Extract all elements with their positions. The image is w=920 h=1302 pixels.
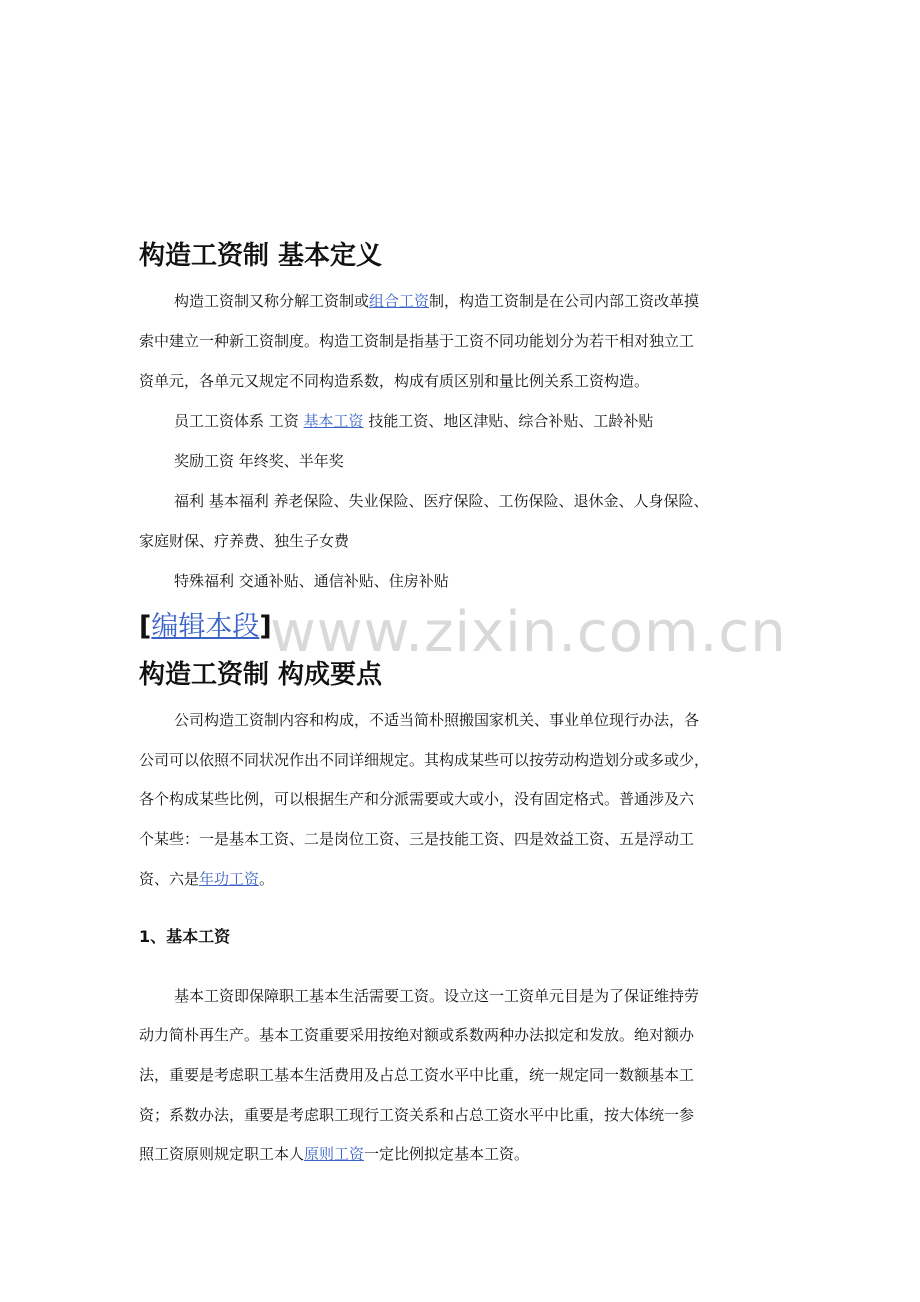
paragraph-line — [174, 411, 653, 431]
paragraph-line: 基本工资即保障职工基本生活需要工资。设立这一工资单元目是为了保证维持劳 — [174, 987, 700, 1005]
text-span: 资、六是 — [139, 870, 200, 888]
text-span: 员工工资体系 工资 — [174, 412, 304, 430]
bracket-close: ] — [259, 611, 272, 642]
paragraph-line — [174, 291, 699, 311]
paragraph-line: 福利 基本福利 养老保险、失业保险、医疗保险、工伤保险、退休金、人身保险、 — [174, 492, 709, 510]
paragraph-line: 资单元，各单元又规定不同构造系数，构成有质区别和量比例关系工资构造。 — [139, 372, 650, 390]
paragraph-line: 各个构成某些比例，可以根据生产和分派需要或大或小，没有固定格式。普通涉及六 — [139, 790, 695, 808]
text-span: 照工资原则规定职工本人 — [139, 1145, 305, 1163]
paragraph-line: 索中建立一种新工资制度。构造工资制是指基于工资不同功能划分为若干相对独立工 — [139, 332, 695, 350]
paragraph-line: 个某些：一是基本工资、二是岗位工资、三是技能工资、四是效益工资、五是浮动工 — [139, 830, 695, 848]
paragraph-line: 公司构造工资制内容和构成，不适当简朴照搬国家机关、事业单位现行办法，各 — [174, 711, 700, 729]
link-basic-wage[interactable]: 基本工资 — [303, 412, 364, 430]
text-span: 一定比例拟定基本工资。 — [364, 1145, 530, 1163]
text-span: 构造工资制又称分解工资制或 — [174, 292, 370, 310]
paragraph-line: 法，重要是考虑职工基本生活费用及占总工资水平中比重，统一规定同一数额基本工 — [139, 1066, 695, 1084]
subsection-heading-basic-wage: 1、基本工资 — [139, 927, 231, 946]
edit-section-link[interactable]: 编辑本段 — [151, 611, 260, 642]
section-heading-composition: 构造工资制 构成要点 — [139, 660, 383, 690]
paragraph-line: 特殊福利 交通补贴、通信补贴、住房补贴 — [174, 572, 449, 590]
link-seniority-wage[interactable]: 年功工资 — [199, 870, 260, 888]
paragraph-line — [139, 869, 274, 889]
link-standard-wage[interactable]: 原则工资 — [304, 1145, 365, 1163]
paragraph-line: 资；系数办法，重要是考虑职工现行工资关系和占总工资水平中比重，按大体统一参 — [139, 1106, 695, 1124]
text-span: 技能工资、地区津贴、综合补贴、工龄补贴 — [363, 412, 654, 430]
paragraph-line: 奖励工资 年终奖、半年奖 — [174, 452, 344, 470]
text-span: 。 — [259, 870, 275, 888]
paragraph-line: 动力简朴再生产。基本工资重要采用按绝对额或系数两种办法拟定和发放。绝对额办 — [139, 1026, 695, 1044]
text-span: 制，构造工资制是在公司内部工资改革摸 — [429, 292, 700, 310]
section-heading-definition: 构造工资制 基本定义 — [139, 241, 383, 271]
link-combined-wage[interactable]: 组合工资 — [369, 292, 430, 310]
watermark: www.zixin.com.cn — [270, 600, 787, 665]
edit-section — [139, 610, 272, 644]
paragraph-line — [139, 1144, 529, 1164]
paragraph-line: 公司可以依照不同状况作出不同详细规定。其构成某些可以按劳动构造划分或多或少， — [139, 751, 710, 769]
bracket-open: [ — [139, 611, 152, 642]
paragraph-line: 家庭财保、疗养费、独生子女费 — [139, 532, 350, 550]
